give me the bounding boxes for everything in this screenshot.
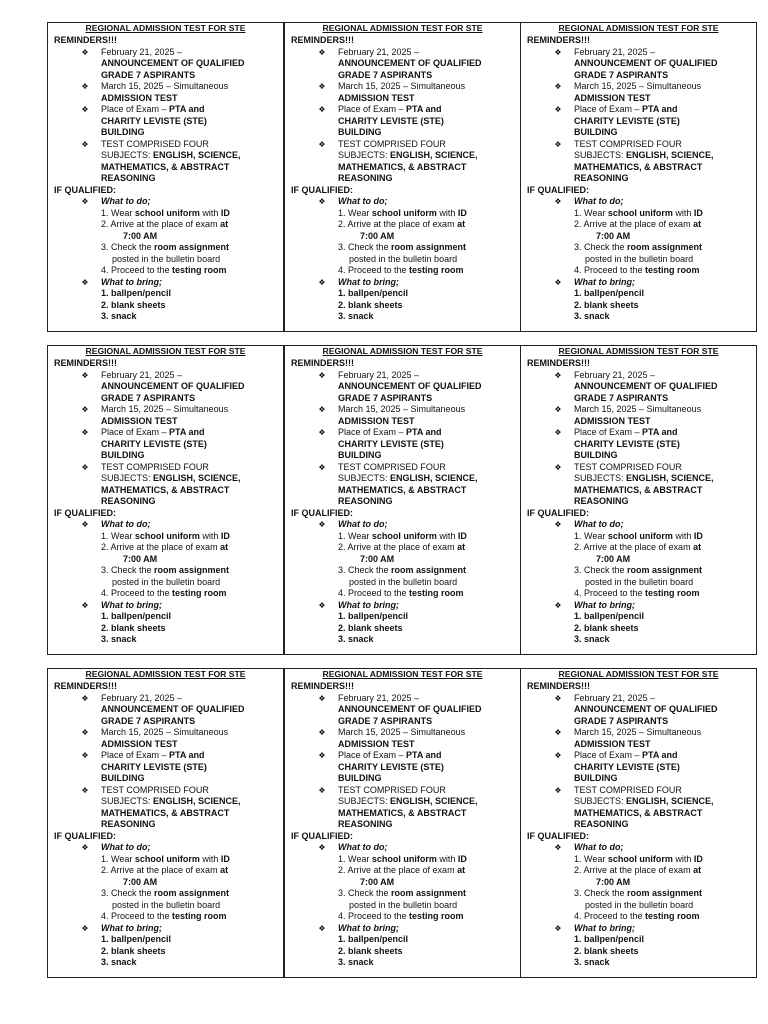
reminder-item: ❖ March 15, 2025 – Simultaneous ADMISSION TEST xyxy=(285,81,520,104)
what-to-bring-label: ❖ What to bring; xyxy=(285,277,520,289)
flyer-title: REGIONAL ADMISSION TEST FOR STE xyxy=(85,669,246,679)
reminder-item: ❖ February 21, 2025 – ANNOUNCEMENT OF QUALIFIED GRADE 7 ASPIRANTS xyxy=(521,370,756,405)
reminder-item: ❖ TEST COMPRISED FOUR SUBJECTS: ENGLISH, SCIENCE, MATHEMATICS, & ABSTRACT REASONING xyxy=(521,139,756,185)
reminder-item: ❖ Place of Exam – PTA and CHARITY LEVISTE (STE) BUILDING xyxy=(521,750,756,785)
qualified-header: IF QUALIFIED: xyxy=(527,830,589,841)
list-item: 1. ballpen/pencil xyxy=(574,611,645,621)
diamond-bullet-icon: ❖ xyxy=(318,600,326,610)
diamond-bullet-icon: ❖ xyxy=(318,428,326,437)
diamond-bullet-icon: ❖ xyxy=(81,277,89,287)
reminder-item: ❖ March 15, 2025 – Simultaneous ADMISSION TEST xyxy=(48,81,283,104)
reminder-item: ❖ March 15, 2025 – Simultaneous ADMISSION TEST xyxy=(48,404,283,427)
reminder-item: ❖ February 21, 2025 – ANNOUNCEMENT OF QUALIFIED GRADE 7 ASPIRANTS xyxy=(285,370,520,405)
diamond-bullet-icon: ❖ xyxy=(554,462,562,472)
what-to-do-list: 1. Wear school uniform with ID 2. Arrive at the place of exam at 7:00 AM 3. Check the room assignment posted in the bulletin board 4. Proceed to the testing room xyxy=(521,854,756,923)
diamond-bullet-icon: ❖ xyxy=(318,47,326,57)
list-item: 2. Arrive at the place of exam at xyxy=(338,542,466,552)
flyer-card xyxy=(284,668,521,978)
what-to-bring-label: ❖ What to bring; xyxy=(48,923,283,935)
diamond-bullet-icon: ❖ xyxy=(318,370,326,380)
diamond-bullet-icon: ❖ xyxy=(81,751,89,760)
diamond-bullet-icon: ❖ xyxy=(554,520,562,529)
what-to-bring-label: ❖ What to bring; xyxy=(521,277,756,289)
reminders-header: REMINDERS!!! xyxy=(291,358,354,368)
list-item: 2. Arrive at the place of exam at xyxy=(101,219,229,229)
list-item: 1. Wear school uniform with ID xyxy=(574,207,703,218)
reminder-item: ❖ TEST COMPRISED FOUR SUBJECTS: ENGLISH, SCIENCE, MATHEMATICS, & ABSTRACT REASONING xyxy=(521,462,756,508)
what-to-bring-list xyxy=(521,934,756,969)
what-to-bring-list xyxy=(285,288,520,323)
diamond-bullet-icon: ❖ xyxy=(81,600,89,610)
what-to-bring-list xyxy=(48,611,283,646)
list-item: 3. Check the room assignment xyxy=(101,242,230,252)
list-item: 1. Wear school uniform with ID xyxy=(338,530,467,541)
list-item: 2. Arrive at the place of exam at xyxy=(574,542,702,552)
reminder-item: ❖ February 21, 2025 – ANNOUNCEMENT OF QUALIFIED GRADE 7 ASPIRANTS xyxy=(48,693,283,728)
diamond-bullet-icon: ❖ xyxy=(318,277,326,287)
what-to-do-label: ❖ What to do; xyxy=(48,519,283,531)
qualified-header: IF QUALIFIED: xyxy=(527,184,589,195)
what-to-bring-label: ❖ What to bring; xyxy=(48,600,283,612)
list-item: 2. blank sheets xyxy=(338,299,403,310)
list-item: 2. Arrive at the place of exam at xyxy=(574,219,702,229)
what-to-do-label: ❖ What to do; xyxy=(285,842,520,854)
what-to-do-label: ❖ What to do; xyxy=(285,519,520,531)
diamond-bullet-icon: ❖ xyxy=(318,197,326,206)
list-item: 3. snack xyxy=(574,634,610,644)
list-item: 1. ballpen/pencil xyxy=(101,288,172,298)
reminder-item: ❖ Place of Exam – PTA and CHARITY LEVISTE (STE) BUILDING xyxy=(521,104,756,139)
reminder-item: ❖ February 21, 2025 – ANNOUNCEMENT OF QUALIFIED GRADE 7 ASPIRANTS xyxy=(48,47,283,82)
reminder-item: ❖ February 21, 2025 – ANNOUNCEMENT OF QUALIFIED GRADE 7 ASPIRANTS xyxy=(48,370,283,405)
reminder-item: ❖ TEST COMPRISED FOUR SUBJECTS: ENGLISH, SCIENCE, MATHEMATICS, & ABSTRACT REASONING xyxy=(285,462,520,508)
what-to-bring-label: ❖ What to bring; xyxy=(285,600,520,612)
list-item: 4. Proceed to the testing room xyxy=(338,588,464,598)
what-to-do-list: 1. Wear school uniform with ID 2. Arrive at the place of exam at 7:00 AM 3. Check the room assignment posted in the bulletin board 4. Proceed to the testing room xyxy=(285,208,520,277)
qualified-header: IF QUALIFIED: xyxy=(291,830,353,841)
reminder-item: ❖ February 21, 2025 – ANNOUNCEMENT OF QUALIFIED GRADE 7 ASPIRANTS xyxy=(521,693,756,728)
diamond-bullet-icon: ❖ xyxy=(318,751,326,760)
diamond-bullet-icon: ❖ xyxy=(81,428,89,437)
diamond-bullet-icon: ❖ xyxy=(318,105,326,114)
diamond-bullet-icon: ❖ xyxy=(318,82,326,91)
list-item: 1. Wear school uniform with ID xyxy=(101,207,230,218)
list-item: 1. Wear school uniform with ID xyxy=(338,853,467,864)
list-item: 1. ballpen/pencil xyxy=(338,288,409,298)
flyer-card xyxy=(284,22,521,332)
what-to-bring-list xyxy=(48,288,283,323)
flyer-title: REGIONAL ADMISSION TEST FOR STE xyxy=(558,669,719,679)
diamond-bullet-icon: ❖ xyxy=(554,785,562,795)
flyer-title: REGIONAL ADMISSION TEST FOR STE xyxy=(85,23,246,33)
reminder-item: ❖ March 15, 2025 – Simultaneous ADMISSION TEST xyxy=(285,404,520,427)
what-to-bring-label: ❖ What to bring; xyxy=(285,923,520,935)
reminder-item: ❖ TEST COMPRISED FOUR SUBJECTS: ENGLISH, SCIENCE, MATHEMATICS, & ABSTRACT REASONING xyxy=(48,462,283,508)
list-item: 3. Check the room assignment xyxy=(338,565,467,575)
reminders-header: REMINDERS!!! xyxy=(527,681,590,691)
reminder-item: ❖ Place of Exam – PTA and CHARITY LEVISTE (STE) BUILDING xyxy=(285,750,520,785)
list-item: 2. blank sheets xyxy=(101,299,166,310)
reminder-item: ❖ Place of Exam – PTA and CHARITY LEVISTE (STE) BUILDING xyxy=(285,427,520,462)
reminder-item: ❖ Place of Exam – PTA and CHARITY LEVISTE (STE) BUILDING xyxy=(48,427,283,462)
what-to-bring-label: ❖ What to bring; xyxy=(48,277,283,289)
what-to-bring-list xyxy=(285,934,520,969)
diamond-bullet-icon: ❖ xyxy=(554,405,562,414)
list-item: 1. ballpen/pencil xyxy=(101,611,172,621)
list-item: 1. ballpen/pencil xyxy=(101,934,172,944)
what-to-bring-list xyxy=(285,611,520,646)
flyer-card xyxy=(47,668,284,978)
qualified-header: IF QUALIFIED: xyxy=(54,830,116,841)
what-to-do-label: ❖ What to do; xyxy=(521,196,756,208)
diamond-bullet-icon: ❖ xyxy=(554,843,562,852)
list-item: 4. Proceed to the testing room xyxy=(101,265,227,275)
reminders-header: REMINDERS!!! xyxy=(291,35,354,45)
flyer-card xyxy=(520,345,757,655)
what-to-do-label: ❖ What to do; xyxy=(48,196,283,208)
reminder-item: ❖ February 21, 2025 – ANNOUNCEMENT OF QUALIFIED GRADE 7 ASPIRANTS xyxy=(285,693,520,728)
flyer-card xyxy=(47,22,284,332)
what-to-do-label: ❖ What to do; xyxy=(285,196,520,208)
diamond-bullet-icon: ❖ xyxy=(318,405,326,414)
diamond-bullet-icon: ❖ xyxy=(81,728,89,737)
list-item: 2. Arrive at the place of exam at xyxy=(338,219,466,229)
diamond-bullet-icon: ❖ xyxy=(318,785,326,795)
what-to-do-label: ❖ What to do; xyxy=(48,842,283,854)
what-to-bring-label: ❖ What to bring; xyxy=(521,600,756,612)
diamond-bullet-icon: ❖ xyxy=(81,693,89,703)
qualified-header: IF QUALIFIED: xyxy=(291,507,353,518)
what-to-bring-list xyxy=(521,611,756,646)
reminders-header: REMINDERS!!! xyxy=(54,35,117,45)
diamond-bullet-icon: ❖ xyxy=(318,693,326,703)
diamond-bullet-icon: ❖ xyxy=(554,82,562,91)
list-item: 2. blank sheets xyxy=(101,945,166,956)
list-item: 2. blank sheets xyxy=(338,622,403,633)
reminder-item: ❖ February 21, 2025 – ANNOUNCEMENT OF QUALIFIED GRADE 7 ASPIRANTS xyxy=(285,47,520,82)
what-to-do-label: ❖ What to do; xyxy=(521,519,756,531)
list-item: 4. Proceed to the testing room xyxy=(574,588,700,598)
list-item: 2. blank sheets xyxy=(101,622,166,633)
what-to-do-list: 1. Wear school uniform with ID 2. Arrive at the place of exam at 7:00 AM 3. Check the room assignment posted in the bulletin board 4. Proceed to the testing room xyxy=(285,531,520,600)
diamond-bullet-icon: ❖ xyxy=(318,462,326,472)
diamond-bullet-icon: ❖ xyxy=(318,728,326,737)
diamond-bullet-icon: ❖ xyxy=(81,47,89,57)
list-item: 2. Arrive at the place of exam at xyxy=(101,542,229,552)
flyer-card xyxy=(520,22,757,332)
list-item: 3. Check the room assignment xyxy=(338,888,467,898)
diamond-bullet-icon: ❖ xyxy=(81,462,89,472)
flyer-title: REGIONAL ADMISSION TEST FOR STE xyxy=(322,346,483,356)
diamond-bullet-icon: ❖ xyxy=(554,428,562,437)
list-item: 1. Wear school uniform with ID xyxy=(574,530,703,541)
diamond-bullet-icon: ❖ xyxy=(554,105,562,114)
flyer-title: REGIONAL ADMISSION TEST FOR STE xyxy=(558,23,719,33)
what-to-do-list: 1. Wear school uniform with ID 2. Arrive at the place of exam at 7:00 AM 3. Check the room assignment posted in the bulletin board 4. Proceed to the testing room xyxy=(48,854,283,923)
list-item: 3. Check the room assignment xyxy=(101,888,230,898)
diamond-bullet-icon: ❖ xyxy=(554,728,562,737)
diamond-bullet-icon: ❖ xyxy=(554,139,562,149)
diamond-bullet-icon: ❖ xyxy=(81,139,89,149)
qualified-header: IF QUALIFIED: xyxy=(291,184,353,195)
diamond-bullet-icon: ❖ xyxy=(81,370,89,380)
reminder-item: ❖ February 21, 2025 – ANNOUNCEMENT OF QUALIFIED GRADE 7 ASPIRANTS xyxy=(521,47,756,82)
reminder-item: ❖ TEST COMPRISED FOUR SUBJECTS: ENGLISH, SCIENCE, MATHEMATICS, & ABSTRACT REASONING xyxy=(285,139,520,185)
flyer-card xyxy=(47,345,284,655)
flyer-title: REGIONAL ADMISSION TEST FOR STE xyxy=(85,346,246,356)
diamond-bullet-icon: ❖ xyxy=(318,923,326,933)
reminder-item: ❖ TEST COMPRISED FOUR SUBJECTS: ENGLISH, SCIENCE, MATHEMATICS, & ABSTRACT REASONING xyxy=(285,785,520,831)
diamond-bullet-icon: ❖ xyxy=(81,785,89,795)
diamond-bullet-icon: ❖ xyxy=(554,370,562,380)
reminder-item: ❖ Place of Exam – PTA and CHARITY LEVISTE (STE) BUILDING xyxy=(521,427,756,462)
reminder-item: ❖ TEST COMPRISED FOUR SUBJECTS: ENGLISH, SCIENCE, MATHEMATICS, & ABSTRACT REASONING xyxy=(48,139,283,185)
list-item: 4. Proceed to the testing room xyxy=(101,588,227,598)
flyer-title: REGIONAL ADMISSION TEST FOR STE xyxy=(558,346,719,356)
what-to-do-list: 1. Wear school uniform with ID 2. Arrive at the place of exam at 7:00 AM 3. Check the room assignment posted in the bulletin board 4. Proceed to the testing room xyxy=(285,854,520,923)
list-item: 1. ballpen/pencil xyxy=(338,611,409,621)
list-item: 2. blank sheets xyxy=(574,945,639,956)
diamond-bullet-icon: ❖ xyxy=(554,197,562,206)
flyer-card xyxy=(520,668,757,978)
what-to-bring-label: ❖ What to bring; xyxy=(521,923,756,935)
list-item: 4. Proceed to the testing room xyxy=(574,911,700,921)
diamond-bullet-icon: ❖ xyxy=(318,843,326,852)
list-item: 3. snack xyxy=(101,311,137,321)
diamond-bullet-icon: ❖ xyxy=(81,105,89,114)
list-item: 3. Check the room assignment xyxy=(574,565,703,575)
diamond-bullet-icon: ❖ xyxy=(81,197,89,206)
list-item: 2. Arrive at the place of exam at xyxy=(101,865,229,875)
what-to-bring-list xyxy=(48,934,283,969)
list-item: 4. Proceed to the testing room xyxy=(338,911,464,921)
what-to-do-list: 1. Wear school uniform with ID 2. Arrive at the place of exam at 7:00 AM 3. Check the room assignment posted in the bulletin board 4. Proceed to the testing room xyxy=(48,531,283,600)
list-item: 1. Wear school uniform with ID xyxy=(574,853,703,864)
reminder-item: ❖ March 15, 2025 – Simultaneous ADMISSION TEST xyxy=(521,727,756,750)
diamond-bullet-icon: ❖ xyxy=(554,600,562,610)
list-item: 3. Check the room assignment xyxy=(574,888,703,898)
what-to-do-list: 1. Wear school uniform with ID 2. Arrive at the place of exam at 7:00 AM 3. Check the room assignment posted in the bulletin board 4. Proceed to the testing room xyxy=(521,208,756,277)
reminders-header: REMINDERS!!! xyxy=(527,358,590,368)
what-to-bring-list xyxy=(521,288,756,323)
flyer-title: REGIONAL ADMISSION TEST FOR STE xyxy=(322,669,483,679)
reminder-item: ❖ March 15, 2025 – Simultaneous ADMISSION TEST xyxy=(285,727,520,750)
list-item: 2. blank sheets xyxy=(574,622,639,633)
diamond-bullet-icon: ❖ xyxy=(554,751,562,760)
list-item: 3. snack xyxy=(574,957,610,967)
flyer-title: REGIONAL ADMISSION TEST FOR STE xyxy=(322,23,483,33)
reminder-item: ❖ TEST COMPRISED FOUR SUBJECTS: ENGLISH, SCIENCE, MATHEMATICS, & ABSTRACT REASONING xyxy=(521,785,756,831)
reminders-header: REMINDERS!!! xyxy=(291,681,354,691)
what-to-do-label: ❖ What to do; xyxy=(521,842,756,854)
qualified-header: IF QUALIFIED: xyxy=(527,507,589,518)
list-item: 4. Proceed to the testing room xyxy=(338,265,464,275)
list-item: 3. Check the room assignment xyxy=(101,565,230,575)
reminder-item: ❖ Place of Exam – PTA and CHARITY LEVISTE (STE) BUILDING xyxy=(48,104,283,139)
diamond-bullet-icon: ❖ xyxy=(81,520,89,529)
list-item: 3. Check the room assignment xyxy=(338,242,467,252)
diamond-bullet-icon: ❖ xyxy=(81,405,89,414)
list-item: 2. Arrive at the place of exam at xyxy=(338,865,466,875)
what-to-do-list: 1. Wear school uniform with ID 2. Arrive at the place of exam at 7:00 AM 3. Check the room assignment posted in the bulletin board 4. Proceed to the testing room xyxy=(521,531,756,600)
reminders-header: REMINDERS!!! xyxy=(527,35,590,45)
diamond-bullet-icon: ❖ xyxy=(554,47,562,57)
diamond-bullet-icon: ❖ xyxy=(81,843,89,852)
reminders-header: REMINDERS!!! xyxy=(54,358,117,368)
list-item: 1. Wear school uniform with ID xyxy=(101,853,230,864)
flyer-card xyxy=(284,345,521,655)
reminder-item: ❖ TEST COMPRISED FOUR SUBJECTS: ENGLISH, SCIENCE, MATHEMATICS, & ABSTRACT REASONING xyxy=(48,785,283,831)
list-item: 3. snack xyxy=(574,311,610,321)
reminder-item: ❖ March 15, 2025 – Simultaneous ADMISSION TEST xyxy=(521,404,756,427)
reminder-item: ❖ Place of Exam – PTA and CHARITY LEVISTE (STE) BUILDING xyxy=(48,750,283,785)
list-item: 2. Arrive at the place of exam at xyxy=(574,865,702,875)
list-item: 3. Check the room assignment xyxy=(574,242,703,252)
list-item: 3. snack xyxy=(338,634,374,644)
diamond-bullet-icon: ❖ xyxy=(554,693,562,703)
reminder-item: ❖ Place of Exam – PTA and CHARITY LEVISTE (STE) BUILDING xyxy=(285,104,520,139)
diamond-bullet-icon: ❖ xyxy=(318,139,326,149)
list-item: 2. blank sheets xyxy=(574,299,639,310)
diamond-bullet-icon: ❖ xyxy=(554,277,562,287)
reminder-item: ❖ March 15, 2025 – Simultaneous ADMISSION TEST xyxy=(48,727,283,750)
list-item: 3. snack xyxy=(338,957,374,967)
qualified-header: IF QUALIFIED: xyxy=(54,184,116,195)
list-item: 1. ballpen/pencil xyxy=(338,934,409,944)
diamond-bullet-icon: ❖ xyxy=(554,923,562,933)
qualified-header: IF QUALIFIED: xyxy=(54,507,116,518)
what-to-do-list: 1. Wear school uniform with ID 2. Arrive at the place of exam at 7:00 AM 3. Check the room assignment posted in the bulletin board 4. Proceed to the testing room xyxy=(48,208,283,277)
diamond-bullet-icon: ❖ xyxy=(81,923,89,933)
list-item: 1. ballpen/pencil xyxy=(574,288,645,298)
list-item: 4. Proceed to the testing room xyxy=(101,911,227,921)
list-item: 3. snack xyxy=(101,634,137,644)
list-item: 2. blank sheets xyxy=(338,945,403,956)
diamond-bullet-icon: ❖ xyxy=(81,82,89,91)
reminders-header: REMINDERS!!! xyxy=(54,681,117,691)
list-item: 4. Proceed to the testing room xyxy=(574,265,700,275)
list-item: 3. snack xyxy=(101,957,137,967)
list-item: 1. Wear school uniform with ID xyxy=(338,207,467,218)
list-item: 1. ballpen/pencil xyxy=(574,934,645,944)
reminder-item: ❖ March 15, 2025 – Simultaneous ADMISSION TEST xyxy=(521,81,756,104)
list-item: 1. Wear school uniform with ID xyxy=(101,530,230,541)
diamond-bullet-icon: ❖ xyxy=(318,520,326,529)
list-item: 3. snack xyxy=(338,311,374,321)
